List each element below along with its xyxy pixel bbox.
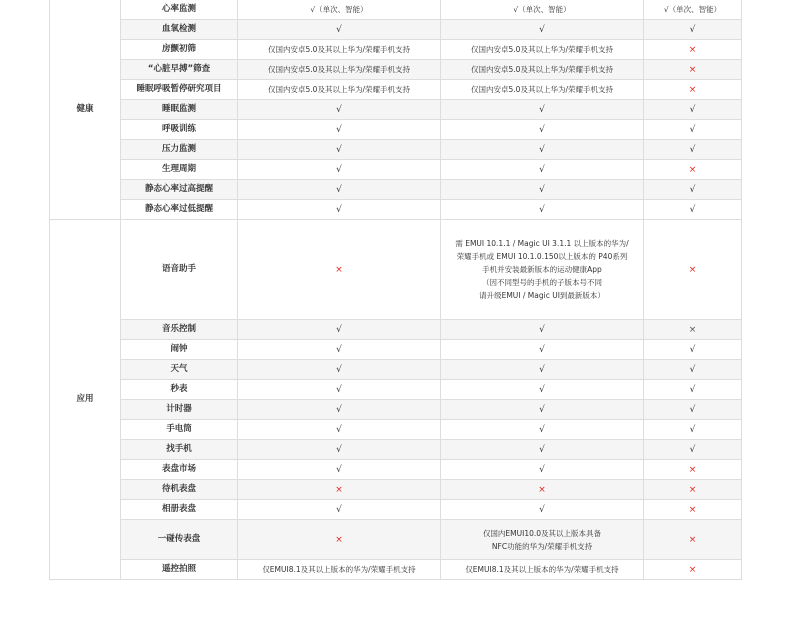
check-mark: √ (336, 364, 342, 375)
check-mark: √ (689, 204, 696, 215)
feature-name: 睡眠监测 (121, 100, 238, 120)
feature-name: 血氧检测 (121, 20, 238, 40)
feature-name: 找手机 (121, 440, 238, 460)
check-mark: √ (539, 124, 545, 135)
cell-text: 仅国内安卓5.0及其以上华为/荣耀手机支持 (471, 45, 613, 54)
feature-name: 秒表 (121, 380, 238, 400)
table-row (50, 400, 742, 420)
table-row (50, 320, 742, 340)
table-row (50, 220, 742, 320)
table-row (50, 180, 742, 200)
check-mark: √ (336, 384, 342, 395)
table-row (50, 40, 742, 60)
feature-name: 睡眠呼吸暂停研究项目 (121, 80, 238, 100)
check-mark: √ (539, 144, 545, 155)
feature-name: 生理周期 (121, 160, 238, 180)
feature-name: 一碰传表盘 (121, 520, 238, 560)
feature-name: 呼吸训练 (121, 120, 238, 140)
check-mark: √ (689, 124, 696, 135)
table-row (50, 560, 742, 580)
check-mark: √ (689, 444, 696, 455)
cell-text-line: 需 EMUI 10.1.1 / Magic UI 3.1.1 以上版本的华为/ (455, 239, 629, 248)
check-mark: √ (539, 424, 545, 435)
cross-mark: × (688, 534, 697, 545)
table-row (50, 0, 742, 20)
feature-name: 音乐控制 (121, 320, 238, 340)
cell-text-line: NFC功能的华为/荣耀手机支持 (491, 541, 593, 551)
check-mark: √ (689, 144, 696, 155)
cell-text: 仅国内安卓5.0及其以上华为/荣耀手机支持 (268, 45, 410, 54)
cell-text-line: 仅国内EMUI10.0及其以上版本具备 (482, 528, 602, 538)
feature-name: “心脏早搏”筛查 (121, 60, 238, 80)
check-mark: √ (336, 144, 342, 155)
cell-text: 仅国内安卓5.0及其以上华为/荣耀手机支持 (268, 65, 410, 74)
table-row (50, 160, 742, 180)
cross-mark: × (688, 264, 697, 275)
check-mark: √ (336, 164, 342, 175)
cross-mark: × (688, 484, 697, 495)
feature-name: 遥控拍照 (121, 560, 238, 580)
cell-text-line: 请升级EMUI / Magic UI到最新版本） (479, 291, 605, 300)
cell-text: 仅国内安卓5.0及其以上华为/荣耀手机支持 (471, 85, 613, 94)
cross-mark: × (688, 164, 697, 175)
check-mark: √ (336, 204, 342, 215)
check-mark: √ (336, 124, 342, 135)
table-row (50, 200, 742, 220)
cross-mark: × (688, 464, 697, 475)
check-mark: √ (539, 104, 545, 115)
check-mark: √ (689, 344, 696, 355)
feature-name: 心率监测 (121, 0, 238, 20)
cross-mark: × (335, 264, 343, 275)
feature-name: 待机表盘 (121, 480, 238, 500)
check-mark: √ (689, 404, 696, 415)
feature-name: 天气 (121, 360, 238, 380)
table-row (50, 100, 742, 120)
cell-text-line: 荣耀手机或 EMUI 10.1.0.150以上版本的 P40系列 (456, 252, 628, 261)
category-apps: 应用 (50, 220, 121, 580)
cross-mark: × (688, 324, 697, 335)
table-row (50, 80, 742, 100)
table-row (50, 120, 742, 140)
check-mark: √ (336, 344, 342, 355)
check-mark: √ (336, 324, 342, 335)
feature-name: 压力监测 (121, 140, 238, 160)
feature-name: 语音助手 (121, 220, 238, 320)
check-mark: √ (336, 184, 342, 195)
check-mark: √ (689, 24, 696, 35)
feature-name: 计时器 (121, 400, 238, 420)
check-mark: √ (539, 444, 545, 455)
feature-name: 相册表盘 (121, 500, 238, 520)
check-mark: √ (539, 164, 545, 175)
feature-name: 静态心率过低提醒 (121, 200, 238, 220)
table-row (50, 60, 742, 80)
cell-text: 仅国内安卓5.0及其以上华为/荣耀手机支持 (471, 65, 613, 74)
table-row (50, 20, 742, 40)
check-mark: √ (539, 404, 545, 415)
table-row (50, 380, 742, 400)
check-mark: √ (539, 344, 545, 355)
cross-mark: × (688, 564, 697, 575)
feature-name: 静态心率过高提醒 (121, 180, 238, 200)
check-mark: √ (336, 24, 342, 35)
check-mark: √ (539, 364, 545, 375)
table-row (50, 500, 742, 520)
feature-name: 表盘市场 (121, 460, 238, 480)
feature-name: 闹钟 (121, 340, 238, 360)
cross-mark: × (335, 534, 343, 545)
table-row (50, 520, 742, 560)
check-mark: √ (539, 464, 545, 475)
cell-text-line: （因不同型号的手机的子版本号不同 (482, 278, 602, 287)
feature-name: 手电筒 (121, 420, 238, 440)
cross-mark: × (335, 484, 343, 495)
cross-mark: × (538, 484, 546, 495)
cross-mark: × (688, 84, 697, 95)
check-mark: √ (539, 384, 545, 395)
check-mark: √ (539, 24, 545, 35)
category-health: 健康 (50, 0, 121, 220)
cell-text: 仅EMUI8.1及其以上版本的华为/荣耀手机支持 (262, 565, 416, 574)
table-row (50, 460, 742, 480)
table-row (50, 480, 742, 500)
check-mark: √ (689, 424, 696, 435)
comparison-table (49, 0, 742, 580)
table-row (50, 360, 742, 380)
check-mark: √ (689, 364, 696, 375)
cell-text: 仅国内安卓5.0及其以上华为/荣耀手机支持 (268, 85, 410, 94)
check-mark: √ (336, 404, 342, 415)
check-mark: √ (336, 464, 342, 475)
cross-mark: × (688, 44, 697, 55)
check-mark: √ (689, 104, 696, 115)
check-mark: √ (689, 184, 696, 195)
check-mark: √ (539, 184, 545, 195)
cell-text: √（单次、智能） (513, 5, 571, 14)
table-row (50, 440, 742, 460)
check-mark: √ (539, 504, 545, 515)
check-mark: √ (336, 444, 342, 455)
check-mark: √ (336, 504, 342, 515)
check-mark: √ (539, 204, 545, 215)
table-row (50, 340, 742, 360)
table-row (50, 420, 742, 440)
check-mark: √ (689, 384, 696, 395)
cell-text: √（单次、智能） (310, 5, 368, 14)
check-mark: √ (336, 424, 342, 435)
cell-text-line: 手机并安装最新版本的运动健康App (482, 265, 602, 274)
cross-mark: × (688, 64, 697, 75)
cell-text: 仅EMUI8.1及其以上版本的华为/荣耀手机支持 (465, 565, 619, 574)
check-mark: √ (336, 104, 342, 115)
table-row (50, 140, 742, 160)
feature-name: 房颤初筛 (121, 40, 238, 60)
cross-mark: × (688, 504, 697, 515)
cell-text: √（单次、智能） (663, 5, 722, 14)
check-mark: √ (539, 324, 545, 335)
